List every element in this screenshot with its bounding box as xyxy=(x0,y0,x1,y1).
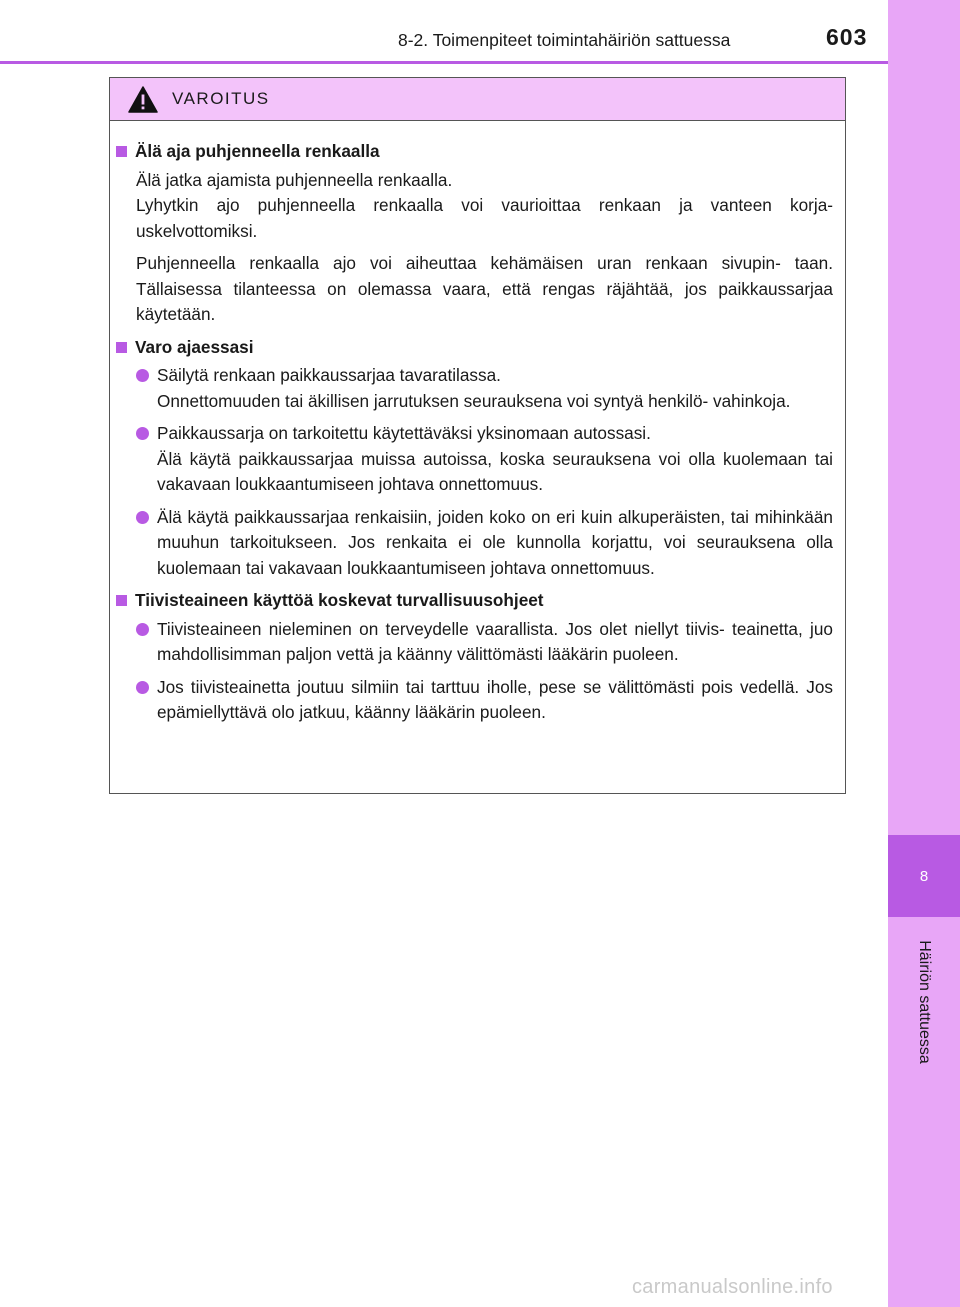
list-item-text: Paikkaussarja on tarkoitettu käytettäväksi yksinomaan autossasi. Älä käytä paikkaussarjaa muissa autoissa, koska seurauksena voi olla kuolemaan tai vakavaan loukkaantumiseen johtava onnettomuus. xyxy=(157,423,833,494)
chapter-number-badge xyxy=(888,835,960,917)
section-heading xyxy=(116,335,833,361)
section-heading-text: Varo ajaessasi xyxy=(135,336,254,357)
watermark: carmanualsonline.info xyxy=(632,1276,833,1298)
square-bullet-icon xyxy=(116,595,127,606)
list-item xyxy=(136,421,833,498)
list-item-text: Säilytä renkaan paikkaussarjaa tavaratilassa. Onnettomuuden tai äkillisen jarrutuksen seurauksena voi syntyä henkilö- vahinkoja. xyxy=(157,365,791,411)
warning-header xyxy=(110,78,845,121)
section-heading-text: Älä aja puhjenneella renkaalla xyxy=(135,141,380,161)
round-bullet-icon xyxy=(136,427,149,440)
list-item-text: Jos tiivisteainetta joutuu silmiin tai tarttuu iholle, pese se välittömästi pois vedellä. Jos epämiellyttävä olo jatkuu, käänny lääkärin puoleen. xyxy=(157,676,833,722)
round-bullet-icon xyxy=(136,511,149,524)
chapter-number: 8 xyxy=(919,867,929,885)
square-bullet-icon xyxy=(116,146,127,157)
header-rule xyxy=(0,61,888,64)
paragraph: Älä jatka ajamista puhjenneella renkaalla. Lyhytkin ajo puhjenneella renkaalla voi vaurioittaa renkaan ja vanteen korja- uskelvottomiksi. xyxy=(136,169,833,241)
section-heading-text: Tiivisteaineen käyttöä koskevat turvallisuusohjeet xyxy=(135,590,544,610)
round-bullet-icon xyxy=(136,369,149,382)
section-title: 8-2. Toimenpiteet toimintahäiriön sattuessa xyxy=(398,30,731,50)
list-item-text: Tiivisteaineen nieleminen on terveydelle vaarallista. Jos olet niellyt tiivis- teainetta, juo mahdollisimman paljon vettä ja käänny välittömästi lääkärin puoleen. xyxy=(157,618,833,664)
paragraph: Puhjenneella renkaalla ajo voi aiheuttaa kehämäisen uran renkaan sivupin- taan. Tällaisessa tilanteessa on olemassa vaara, että rengas räjähtää, jos paikkaussarjaa käytetään. xyxy=(136,253,833,324)
round-bullet-icon xyxy=(136,681,149,694)
warning-triangle-icon xyxy=(128,86,158,113)
list-item xyxy=(136,363,833,414)
chapter-label: Häiriön sattuessa xyxy=(916,940,933,1064)
warning-box xyxy=(109,77,846,794)
square-bullet-icon xyxy=(116,342,127,353)
warning-title: VAROITUS xyxy=(172,89,270,108)
page-number: 603 xyxy=(826,24,868,50)
warning-body xyxy=(110,121,845,726)
list-item xyxy=(136,617,833,668)
side-tab-strip xyxy=(888,0,960,1307)
round-bullet-icon xyxy=(136,623,149,636)
list-item xyxy=(136,675,833,726)
section-heading xyxy=(116,139,833,165)
list-item-text: Älä käytä paikkaussarjaa renkaisiin, joiden koko on eri kuin alkuperäisten, tai mihinkään muuhun tarkoitukseen. Jos renkaita ei ole kunnolla korjattu, voi seurauksena olla kuolemaan tai vakavaan loukkaantumiseen johtava onnettomuus. xyxy=(157,506,833,578)
list-item xyxy=(136,505,833,582)
section-heading xyxy=(116,588,833,614)
